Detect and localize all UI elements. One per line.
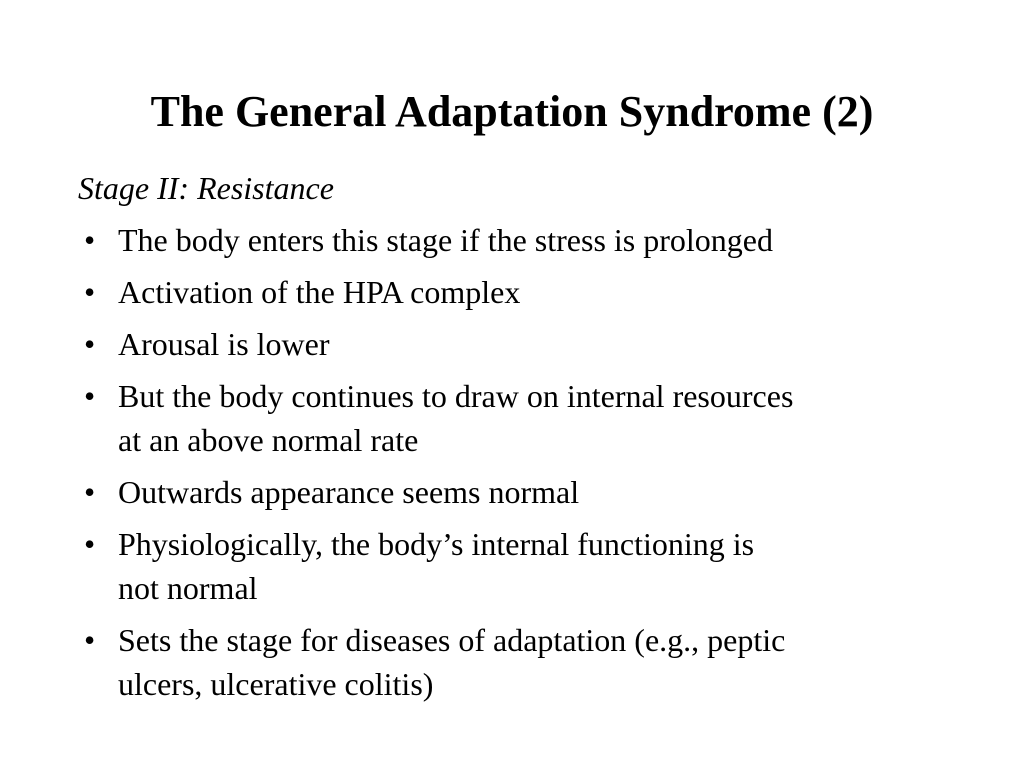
bullet-marker: • xyxy=(84,274,96,310)
bullet-text xyxy=(118,374,978,462)
bullet-line: The body enters this stage if the stress is prolonged xyxy=(118,222,773,258)
bullet-line: at an above normal rate xyxy=(118,422,419,458)
bullet-line: Arousal is lower xyxy=(118,326,330,362)
bullet-marker: • xyxy=(84,622,96,658)
bullet-marker: • xyxy=(84,378,96,414)
bullet-text xyxy=(118,270,978,314)
bullet-item xyxy=(78,470,978,514)
bullet-marker: • xyxy=(84,326,96,362)
bullet-list xyxy=(78,218,978,706)
bullet-item xyxy=(78,618,978,706)
bullet-item xyxy=(78,218,978,262)
slide-body xyxy=(78,166,978,714)
bullet-text xyxy=(118,470,978,514)
bullet-line: not normal xyxy=(118,570,258,606)
bullet-line: Physiologically, the body’s internal functioning is xyxy=(118,526,755,562)
bullet-text xyxy=(118,522,978,610)
bullet-line: But the body continues to draw on internal resources xyxy=(118,378,794,414)
bullet-text xyxy=(118,322,978,366)
bullet-text xyxy=(118,218,978,262)
bullet-marker: • xyxy=(84,526,96,562)
bullet-line: ulcers, ulcerative colitis) xyxy=(118,666,434,702)
bullet-marker: • xyxy=(84,222,96,258)
bullet-marker: • xyxy=(84,474,96,510)
stage-subheading: Stage II: Resistance xyxy=(78,170,334,206)
bullet-item xyxy=(78,522,978,610)
bullet-item xyxy=(78,322,978,366)
bullet-line: Sets the stage for diseases of adaptation (e.g., peptic xyxy=(118,622,786,658)
bullet-item xyxy=(78,270,978,314)
bullet-text xyxy=(118,618,978,706)
bullet-line: Outwards appearance seems normal xyxy=(118,474,580,510)
bullet-line: Activation of the HPA complex xyxy=(118,274,521,310)
slide-title: The General Adaptation Syndrome (2) xyxy=(150,87,874,136)
bullet-item xyxy=(78,374,978,462)
